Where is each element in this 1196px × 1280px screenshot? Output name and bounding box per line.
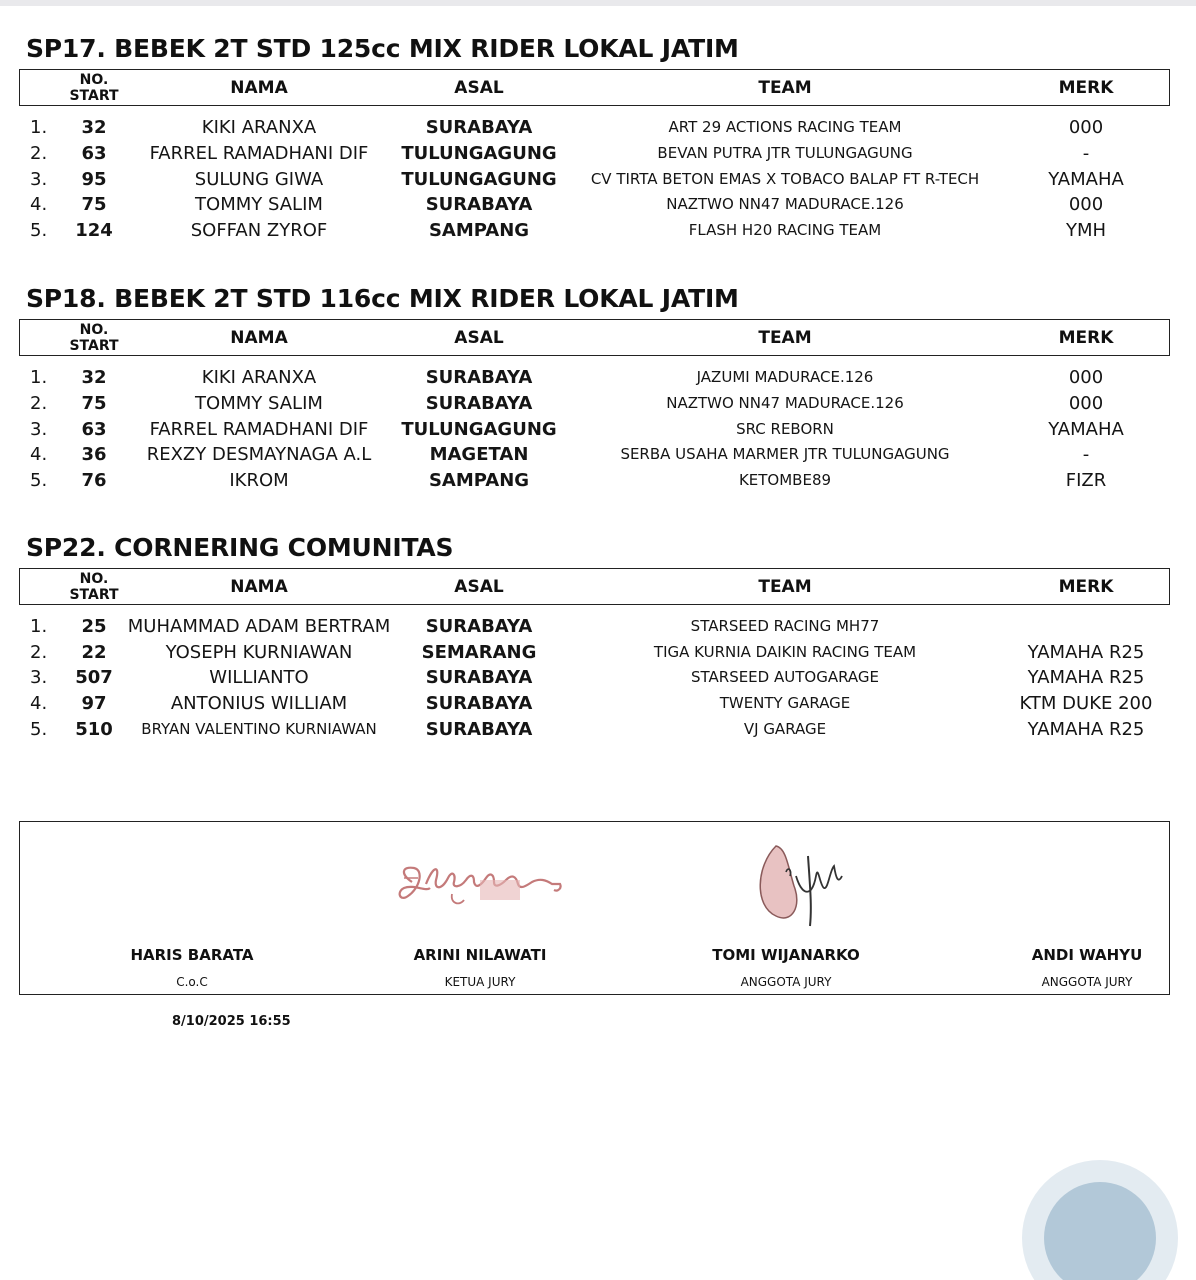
header-no-start xyxy=(55,570,133,604)
cell-origin: SEMARANG xyxy=(421,641,537,663)
cell-position: 5. xyxy=(30,718,48,740)
header-nama: NAMA xyxy=(230,78,288,98)
cell-start-number: 63 xyxy=(81,418,107,440)
cell-brand: - xyxy=(1082,142,1090,164)
cell-origin: SURABAYA xyxy=(425,366,533,388)
cell-brand: 000 xyxy=(1068,392,1104,414)
cell-origin: SURABAYA xyxy=(425,666,533,688)
cell-position: 2. xyxy=(30,641,48,663)
table-row xyxy=(0,416,1196,442)
cell-brand: 000 xyxy=(1068,116,1104,138)
print-timestamp: 8/10/2025 16:55 xyxy=(172,1014,291,1029)
cell-origin: SURABAYA xyxy=(425,392,533,414)
signature-block xyxy=(62,822,322,996)
signatory-name: ANDI WAHYU xyxy=(1031,946,1143,964)
cell-start-number: 32 xyxy=(81,116,107,138)
cell-origin: SURABAYA xyxy=(425,116,533,138)
cell-rider-name: SOFFAN ZYROF xyxy=(190,219,328,241)
cell-origin: SURABAYA xyxy=(425,718,533,740)
cell-origin: SURABAYA xyxy=(425,692,533,714)
cell-position: 4. xyxy=(30,193,48,215)
signatory-name: TOMI WIJANARKO xyxy=(712,946,860,964)
header-nama: NAMA xyxy=(230,577,288,597)
cell-team: CV TIRTA BETON EMAS X TOBACO BALAP FT R-TECH xyxy=(590,170,980,188)
cell-origin: MAGETAN xyxy=(429,443,529,465)
cell-position: 3. xyxy=(30,666,48,688)
cell-brand: YAMAHA R25 xyxy=(1027,718,1145,740)
cell-position: 2. xyxy=(30,392,48,414)
signatory-role: ANGGOTA JURY xyxy=(1041,975,1133,989)
cell-position: 5. xyxy=(30,219,48,241)
table-row xyxy=(0,664,1196,690)
cell-team: ART 29 ACTIONS RACING TEAM xyxy=(668,118,902,136)
cell-position: 5. xyxy=(30,469,48,491)
table-row xyxy=(0,716,1196,742)
signatory-role: ANGGOTA JURY xyxy=(740,975,832,989)
cell-brand: YMH xyxy=(1065,219,1107,241)
cell-rider-name: BRYAN VALENTINO KURNIAWAN xyxy=(141,720,377,738)
cell-brand: 000 xyxy=(1068,366,1104,388)
cell-start-number: 63 xyxy=(81,142,107,164)
table-row xyxy=(0,467,1196,493)
signatory-role: KETUA JURY xyxy=(444,975,516,989)
cell-brand: YAMAHA xyxy=(1048,418,1124,440)
signature-block xyxy=(656,822,916,996)
cell-team: NAZTWO NN47 MADURACE.126 xyxy=(666,195,904,213)
cell-start-number: 32 xyxy=(81,366,107,388)
signature-block xyxy=(957,822,1196,996)
signatory-name: ARINI NILAWATI xyxy=(413,946,547,964)
signatory-name: HARIS BARATA xyxy=(130,946,254,964)
cell-rider-name: FARREL RAMADHANI DIF xyxy=(149,142,369,164)
table-row xyxy=(0,690,1196,716)
header-no-start xyxy=(55,71,133,105)
cell-brand: FIZR xyxy=(1065,469,1107,491)
header-merk: MERK xyxy=(1058,78,1114,98)
cell-position: 3. xyxy=(30,418,48,440)
cell-brand: YAMAHA R25 xyxy=(1027,641,1145,663)
cell-team: STARSEED RACING MH77 xyxy=(690,617,880,635)
cell-start-number: 75 xyxy=(81,392,107,414)
header-team: TEAM xyxy=(758,328,812,348)
cell-start-number: 36 xyxy=(81,443,107,465)
cell-rider-name: ANTONIUS WILLIAM xyxy=(170,692,348,714)
cell-origin: TULUNGAGUNG xyxy=(401,142,557,164)
table-row xyxy=(0,140,1196,166)
cell-position: 1. xyxy=(30,116,48,138)
header-start-label: START xyxy=(69,338,119,354)
cell-rider-name: SULUNG GIWA xyxy=(194,168,324,190)
table-row xyxy=(0,217,1196,243)
cell-position: 3. xyxy=(30,168,48,190)
table-row xyxy=(0,639,1196,665)
cell-position: 4. xyxy=(30,692,48,714)
cell-brand: KTM DUKE 200 xyxy=(1019,692,1153,714)
cell-brand xyxy=(1000,613,1172,639)
header-no-label: NO. xyxy=(79,322,109,338)
cell-brand: YAMAHA xyxy=(1048,168,1124,190)
cell-team: NAZTWO NN47 MADURACE.126 xyxy=(666,394,904,412)
header-start-label: START xyxy=(69,88,119,104)
cell-team: TWENTY GARAGE xyxy=(719,694,851,712)
cell-start-number: 97 xyxy=(81,692,107,714)
header-start-label: START xyxy=(69,587,119,603)
cell-team: KETOMBE89 xyxy=(738,471,832,489)
cell-rider-name: IKROM xyxy=(229,469,289,491)
cell-rider-name: YOSEPH KURNIAWAN xyxy=(165,641,353,663)
table-row xyxy=(0,390,1196,416)
handwritten-signature xyxy=(390,844,590,914)
cell-rider-name: REXZY DESMAYNAGA A.L xyxy=(146,443,372,465)
header-asal: ASAL xyxy=(454,78,504,98)
signatory-role: C.o.C xyxy=(176,975,208,989)
cell-origin: TULUNGAGUNG xyxy=(401,418,557,440)
cell-origin: SAMPANG xyxy=(428,469,530,491)
header-no-start xyxy=(55,321,133,355)
table-row xyxy=(0,613,1196,639)
cell-start-number: 124 xyxy=(75,219,113,241)
cell-rider-name: TOMMY SALIM xyxy=(195,193,323,215)
cell-rider-name: KIKI ARANXA xyxy=(201,366,317,388)
header-merk: MERK xyxy=(1058,577,1114,597)
cell-rider-name: TOMMY SALIM xyxy=(195,392,323,414)
table-row xyxy=(0,166,1196,192)
table-row xyxy=(0,364,1196,390)
cell-start-number: 25 xyxy=(81,615,107,637)
cell-position: 4. xyxy=(30,443,48,465)
signature-panel xyxy=(19,821,1170,995)
cell-team: SERBA USAHA MARMER JTR TULUNGAGUNG xyxy=(620,445,950,463)
header-asal: ASAL xyxy=(454,577,504,597)
cell-rider-name: KIKI ARANXA xyxy=(201,116,317,138)
header-merk: MERK xyxy=(1058,328,1114,348)
header-asal: ASAL xyxy=(454,328,504,348)
cell-team: TIGA KURNIA DAIKIN RACING TEAM xyxy=(653,643,917,661)
table-row xyxy=(0,191,1196,217)
cell-rider-name: MUHAMMAD ADAM BERTRAM xyxy=(127,615,391,637)
handwritten-signature xyxy=(746,826,866,936)
cell-origin: TULUNGAGUNG xyxy=(401,168,557,190)
cell-origin: SAMPANG xyxy=(428,219,530,241)
cell-start-number: 507 xyxy=(75,666,113,688)
table-row xyxy=(0,441,1196,467)
cell-start-number: 510 xyxy=(75,718,113,740)
cell-brand: - xyxy=(1082,443,1090,465)
cell-team: STARSEED AUTOGARAGE xyxy=(690,668,879,686)
cell-start-number: 75 xyxy=(81,193,107,215)
section-title: SP18. BEBEK 2T STD 116cc MIX RIDER LOKAL JATIM xyxy=(26,284,739,313)
header-team: TEAM xyxy=(758,78,812,98)
header-no-label: NO. xyxy=(79,72,109,88)
cell-position: 2. xyxy=(30,142,48,164)
cell-origin: SURABAYA xyxy=(425,193,533,215)
cell-position: 1. xyxy=(30,366,48,388)
cell-position: 1. xyxy=(30,615,48,637)
cell-start-number: 76 xyxy=(81,469,107,491)
cell-brand: 000 xyxy=(1068,193,1104,215)
cell-team: FLASH H20 RACING TEAM xyxy=(688,221,882,239)
table-row xyxy=(0,114,1196,140)
cell-team: SRC REBORN xyxy=(736,420,834,438)
header-team: TEAM xyxy=(758,577,812,597)
cell-start-number: 22 xyxy=(81,641,107,663)
cell-team: VJ GARAGE xyxy=(743,720,827,738)
cell-rider-name: FARREL RAMADHANI DIF xyxy=(149,418,369,440)
cell-rider-name: WILLIANTO xyxy=(209,666,309,688)
section-title: SP17. BEBEK 2T STD 125cc MIX RIDER LOKAL JATIM xyxy=(26,34,739,63)
cell-team: BEVAN PUTRA JTR TULUNGAGUNG xyxy=(657,144,913,162)
header-nama: NAMA xyxy=(230,328,288,348)
signature-block xyxy=(350,822,610,996)
top-status-bar xyxy=(0,0,1196,6)
section-title: SP22. CORNERING COMUNITAS xyxy=(26,533,454,562)
cell-start-number: 95 xyxy=(81,168,107,190)
cell-origin: SURABAYA xyxy=(425,615,533,637)
cell-team: JAZUMI MADURACE.126 xyxy=(696,368,874,386)
header-no-label: NO. xyxy=(79,571,109,587)
cell-brand: YAMAHA R25 xyxy=(1027,666,1145,688)
